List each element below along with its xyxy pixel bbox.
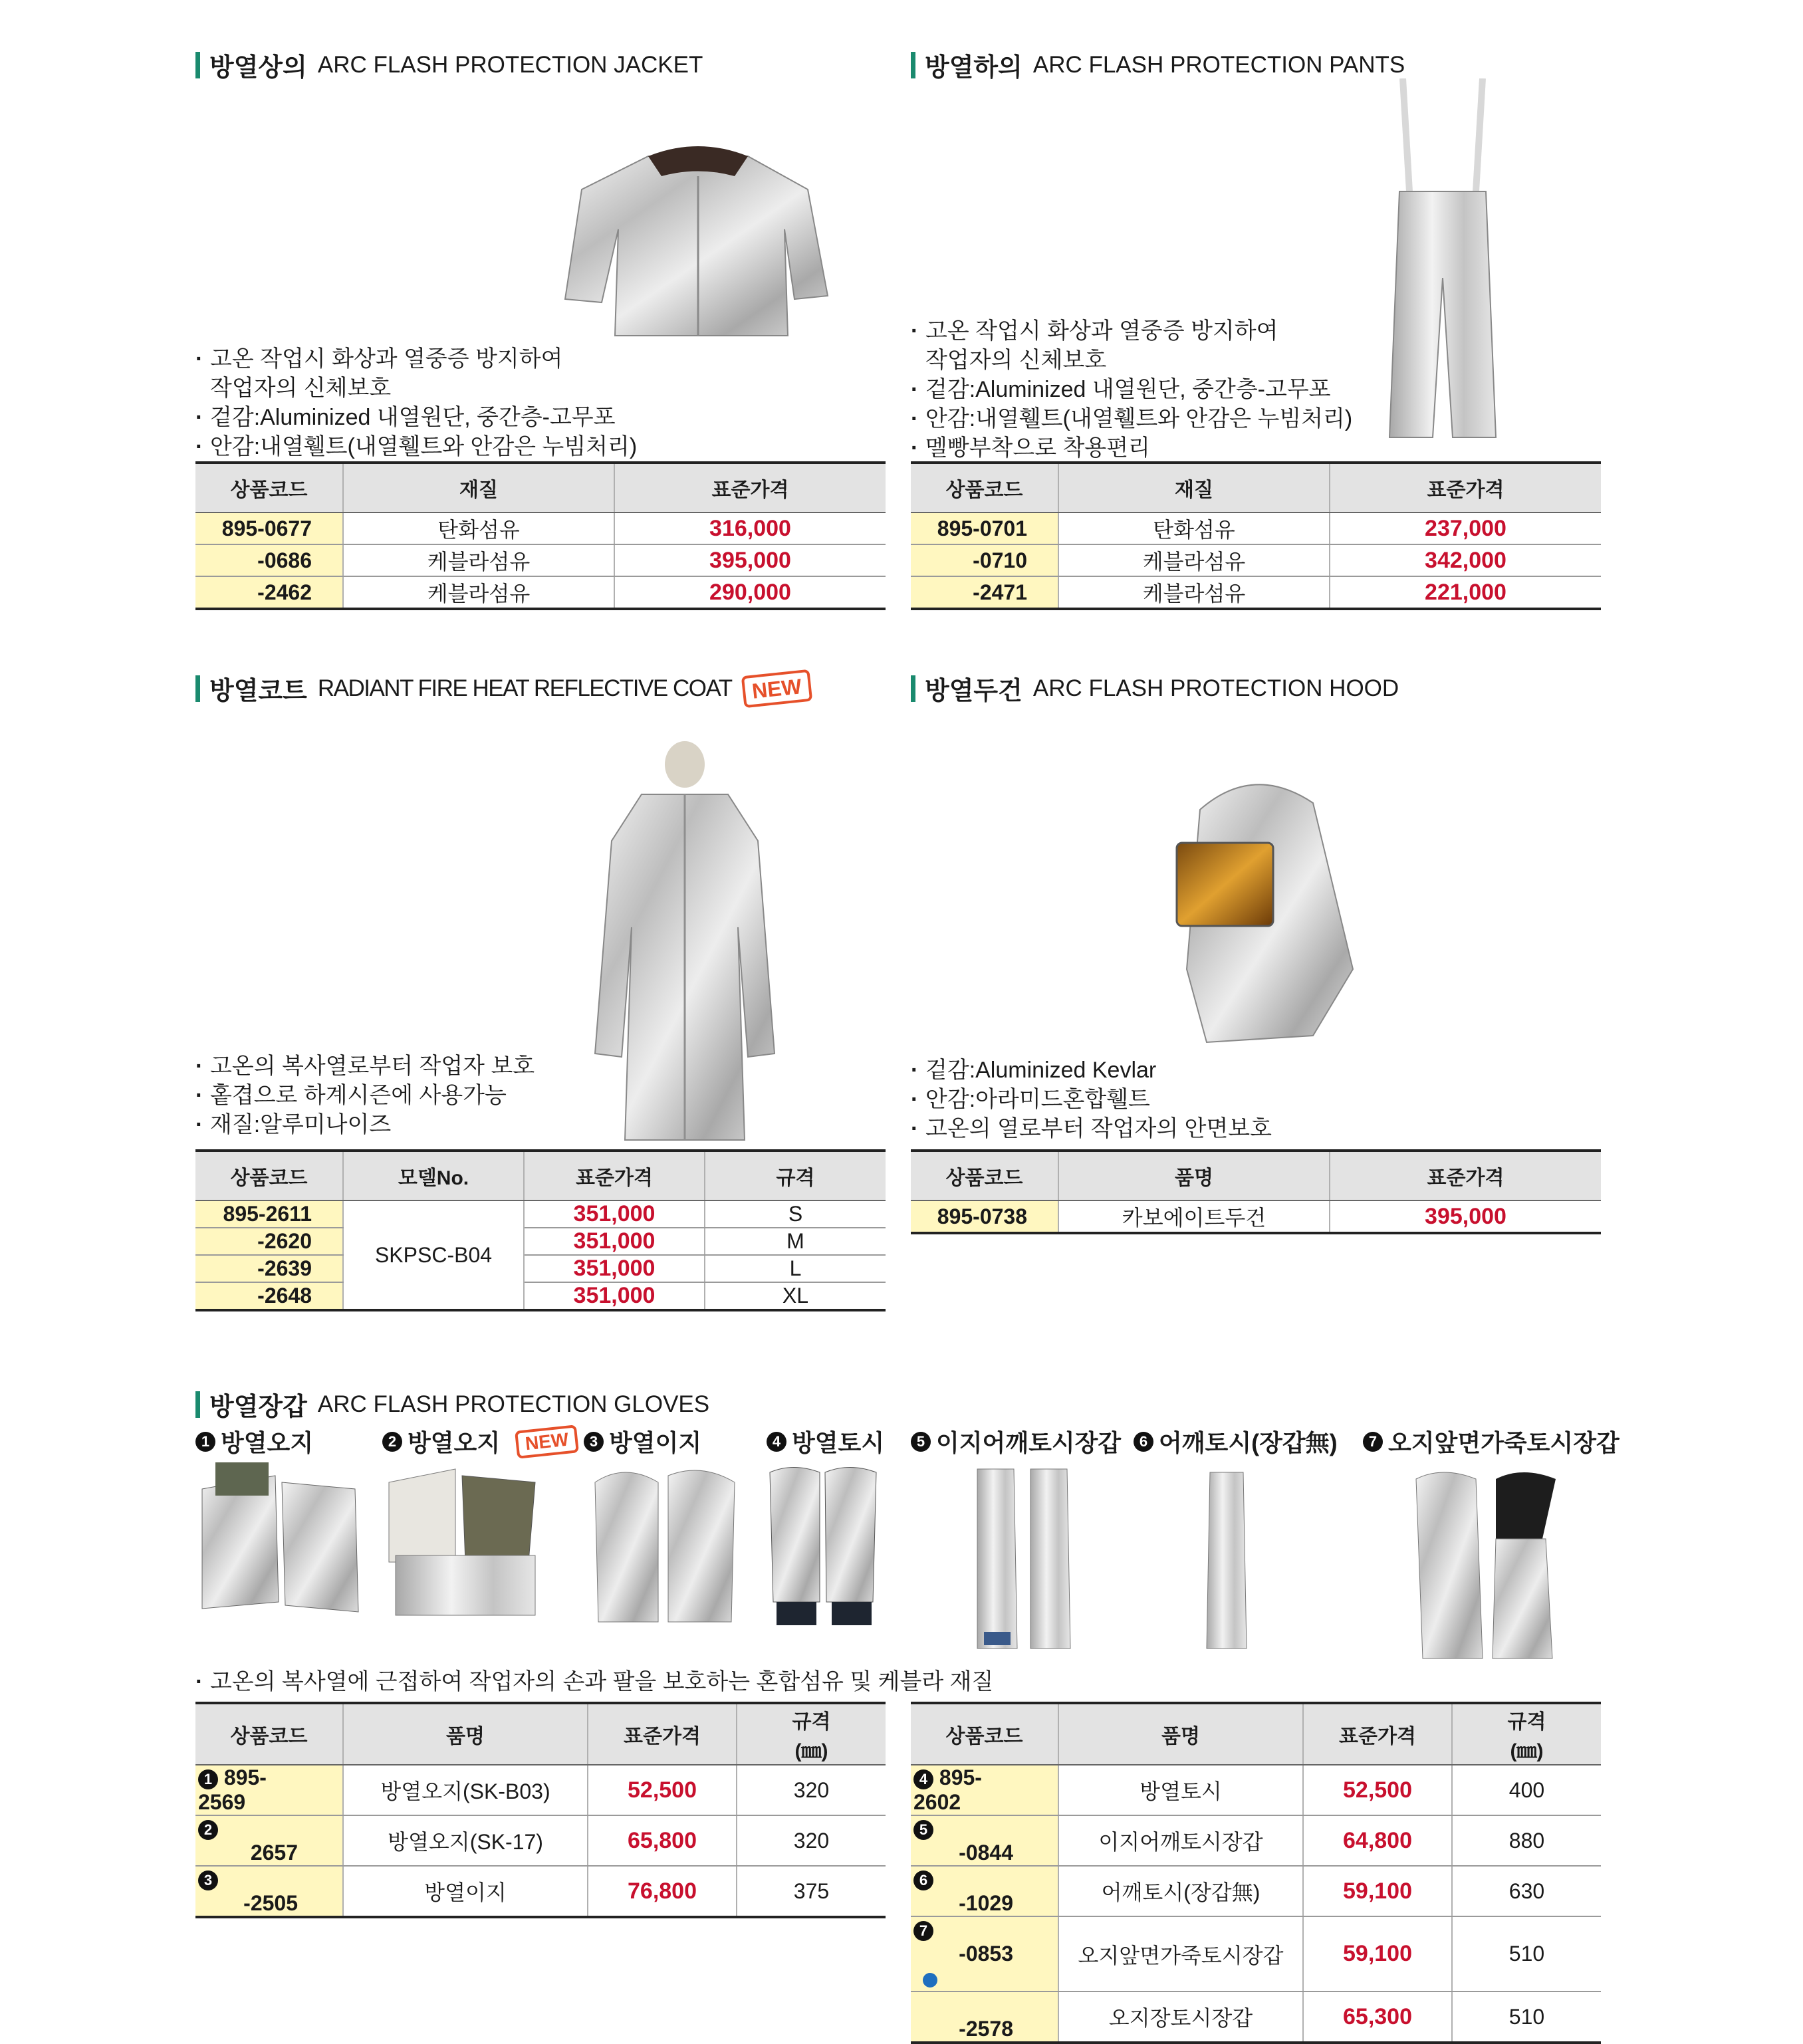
glove-image-7 bbox=[1409, 1466, 1569, 1665]
hood-title-ko: 방열두건 bbox=[925, 677, 1022, 705]
glove-image-6 bbox=[1197, 1469, 1257, 1655]
size: 510 bbox=[1452, 1991, 1601, 2043]
price: 52,500 bbox=[588, 1765, 737, 1815]
hood-image bbox=[1160, 770, 1373, 1049]
jacket-bullet-1: · 고온 작업시 화상과 열중증 방지하여 bbox=[195, 344, 637, 374]
glove-image-3 bbox=[585, 1462, 745, 1629]
product-code: -0686 bbox=[195, 544, 343, 576]
table-row bbox=[911, 576, 1601, 609]
pants-table bbox=[911, 461, 1601, 610]
table-row bbox=[195, 512, 886, 544]
coat-image bbox=[585, 741, 784, 1147]
price: 351,000 bbox=[524, 1255, 705, 1282]
table-row bbox=[911, 1200, 1601, 1233]
gloves-title-ko: 방열장갑 bbox=[209, 1393, 307, 1421]
number-badge: 5 bbox=[911, 1432, 931, 1452]
coat-bullet-2: · 홑겹으로 하계시즌에 사용가능 bbox=[195, 1081, 535, 1110]
table-row bbox=[195, 1282, 886, 1310]
glove-label-text: 어깨토시(장갑無) bbox=[1159, 1429, 1338, 1456]
glove-label-1 bbox=[195, 1424, 313, 1458]
jacket-title-ko: 방열상의 bbox=[209, 54, 307, 82]
price: 237,000 bbox=[1330, 512, 1601, 544]
price: 221,000 bbox=[1330, 576, 1601, 609]
coat-title-en: RADIANT FIRE HEAT REFLECTIVE COAT bbox=[317, 675, 732, 701]
glove-label-3 bbox=[584, 1424, 701, 1458]
table-row bbox=[195, 544, 886, 576]
material: 케블라섬유 bbox=[343, 576, 614, 609]
pants-image bbox=[1376, 78, 1509, 441]
glove-label-text: 방열오지 bbox=[408, 1429, 501, 1456]
col-name: 품명 bbox=[1058, 1703, 1303, 1765]
gloves-bullet-1: · 고온의 복사열에 근접하여 작업자의 손과 팔을 보호하는 혼합섬유 및 케블라 재질 bbox=[195, 1667, 993, 1696]
product-name: 방열오지(SK-17) bbox=[343, 1815, 588, 1866]
pants-bullet-1-cont: 작업자의 신체보호 bbox=[925, 348, 1107, 373]
col-code: 상품코드 bbox=[911, 1703, 1058, 1765]
table-row bbox=[911, 1765, 1601, 1815]
number-badge: 2 bbox=[382, 1432, 402, 1452]
product-code: 4 895-2602 bbox=[911, 1765, 1058, 1815]
col-material: 재질 bbox=[343, 463, 614, 512]
size: 320 bbox=[737, 1815, 886, 1866]
table-row bbox=[911, 1815, 1601, 1866]
pants-title-en: ARC FLASH PROTECTION PANTS bbox=[1032, 51, 1405, 78]
coat-table bbox=[195, 1149, 886, 1311]
gloves-table-right bbox=[911, 1702, 1601, 2044]
jacket-bullets bbox=[195, 344, 637, 461]
product-name: 오지앞면가죽토시장갑 bbox=[1058, 1916, 1303, 1991]
size: M bbox=[705, 1228, 886, 1255]
product-code: 895-2611 bbox=[195, 1200, 343, 1228]
material: 케블라섬유 bbox=[1058, 544, 1330, 576]
size: 375 bbox=[737, 1866, 886, 1917]
col-size: 규격 (㎜) bbox=[737, 1703, 886, 1765]
hood-bullet-3: · 고온의 열로부터 작업자의 안면보호 bbox=[911, 1114, 1272, 1143]
table-row bbox=[911, 512, 1601, 544]
hood-title-en: ARC FLASH PROTECTION HOOD bbox=[1032, 675, 1399, 701]
col-code: 상품코드 bbox=[195, 1151, 343, 1200]
size: L bbox=[705, 1255, 886, 1282]
pants-title bbox=[911, 47, 1405, 83]
coat-bullets bbox=[195, 1052, 535, 1139]
col-price: 표준가격 bbox=[1330, 1151, 1601, 1200]
col-code: 상품코드 bbox=[195, 1703, 343, 1765]
glove-label-text: 방열토시 bbox=[792, 1429, 885, 1456]
product-code: 6 -1029 bbox=[911, 1866, 1058, 1916]
col-model: 모델No. bbox=[343, 1151, 524, 1200]
glove-label-text: 이지어깨토시장갑 bbox=[936, 1429, 1122, 1456]
table-row bbox=[195, 1255, 886, 1282]
size: 630 bbox=[1452, 1866, 1601, 1916]
number-badge: 4 bbox=[767, 1432, 786, 1452]
pants-bullet-1: · 고온 작업시 화상과 열중증 방지하여 bbox=[911, 316, 1352, 346]
price: 351,000 bbox=[524, 1228, 705, 1255]
col-material: 재질 bbox=[1058, 463, 1330, 512]
table-row bbox=[195, 1765, 886, 1815]
price: 290,000 bbox=[614, 576, 886, 609]
product-code: -0710 bbox=[911, 544, 1058, 576]
product-name: 어깨토시(장갑無) bbox=[1058, 1866, 1303, 1916]
price: 59,100 bbox=[1303, 1916, 1452, 1991]
col-name: 품명 bbox=[1058, 1151, 1330, 1200]
glove-label-2 bbox=[382, 1424, 578, 1458]
gloves-table-left bbox=[195, 1702, 886, 1918]
product-name: 방열토시 bbox=[1058, 1765, 1303, 1815]
glove-label-text: 방열이지 bbox=[609, 1429, 702, 1456]
hood-bullets bbox=[911, 1056, 1272, 1143]
price: 65,800 bbox=[588, 1815, 737, 1866]
coat-bullet-1: · 고온의 복사열로부터 작업자 보호 bbox=[195, 1052, 535, 1081]
product-code: -2648 bbox=[195, 1282, 343, 1310]
price: 64,800 bbox=[1303, 1815, 1452, 1866]
jacket-table bbox=[195, 461, 886, 610]
pants-bullet-2: · 겉감:Aluminized 내열원단, 중간층-고무포 bbox=[911, 375, 1352, 404]
pants-bullet-4: · 멜빵부착으로 착용편리 bbox=[911, 433, 1352, 463]
table-row bbox=[195, 1200, 886, 1228]
number-badge: 7 bbox=[1363, 1432, 1383, 1452]
jacket-bullet-3: · 안감:내열휄트(내열휄트와 안감은 누빔처리) bbox=[195, 432, 637, 461]
product-code: 1 895-2569 bbox=[195, 1765, 343, 1815]
number-badge: 3 bbox=[584, 1432, 604, 1452]
jacket-title bbox=[195, 47, 703, 83]
price: 59,100 bbox=[1303, 1866, 1452, 1916]
hood-title bbox=[911, 670, 1399, 707]
jacket-title-en: ARC FLASH PROTECTION JACKET bbox=[317, 51, 703, 78]
glove-label-4 bbox=[767, 1424, 884, 1458]
number-badge: 1 bbox=[195, 1432, 215, 1452]
glove-image-2 bbox=[382, 1462, 542, 1622]
table-row bbox=[911, 1916, 1601, 1991]
jacket-bullet-1-cont: 작업자의 신체보호 bbox=[210, 376, 392, 401]
product-code: 2 2657 bbox=[195, 1815, 343, 1866]
product-code: 7 -0853 bbox=[911, 1916, 1058, 1991]
pants-bullet-3: · 안감:내열휄트(내열휄트와 안감은 누빔처리) bbox=[911, 404, 1352, 433]
col-price: 표준가격 bbox=[1303, 1703, 1452, 1765]
size: 880 bbox=[1452, 1815, 1601, 1866]
material: 케블라섬유 bbox=[1058, 576, 1330, 609]
product-code: -2471 bbox=[911, 576, 1058, 609]
product-name: 오지장토시장갑 bbox=[1058, 1991, 1303, 2043]
price: 76,800 bbox=[588, 1866, 737, 1917]
size: S bbox=[705, 1200, 886, 1228]
jacket-bullet-2: · 겉감:Aluminized 내열원단, 중간층-고무포 bbox=[195, 403, 637, 432]
jacket-image bbox=[555, 130, 834, 342]
product-name: 카보에이트두건 bbox=[1058, 1200, 1330, 1233]
col-name: 품명 bbox=[343, 1703, 588, 1765]
glove-image-1 bbox=[195, 1462, 362, 1615]
gloves-bullets bbox=[195, 1667, 993, 1696]
price: 52,500 bbox=[1303, 1765, 1452, 1815]
glove-image-5 bbox=[964, 1462, 1084, 1655]
material: 케블라섬유 bbox=[343, 544, 614, 576]
blue-dot-icon bbox=[923, 1973, 937, 1987]
glove-label-text: 방열오지 bbox=[221, 1429, 314, 1456]
title-accent-bar bbox=[195, 52, 200, 78]
gloves-title bbox=[195, 1386, 709, 1422]
col-code: 상품코드 bbox=[911, 463, 1058, 512]
title-accent-bar bbox=[195, 675, 200, 702]
material: 탄화섬유 bbox=[1058, 512, 1330, 544]
gloves-title-en: ARC FLASH PROTECTION GLOVES bbox=[317, 1391, 710, 1417]
table-row bbox=[911, 1866, 1601, 1916]
hood-bullet-2: · 안감:아라미드혼합휄트 bbox=[911, 1085, 1272, 1114]
col-code: 상품코드 bbox=[195, 463, 343, 512]
product-name: 방열이지 bbox=[343, 1866, 588, 1917]
material: 탄화섬유 bbox=[343, 512, 614, 544]
pants-bullets bbox=[911, 316, 1352, 463]
price: 65,300 bbox=[1303, 1991, 1452, 2043]
coat-title-ko: 방열코트 bbox=[209, 677, 307, 705]
product-name: 방열오지(SK-B03) bbox=[343, 1765, 588, 1815]
price: 351,000 bbox=[524, 1282, 705, 1310]
table-row bbox=[195, 576, 886, 609]
table-row bbox=[195, 1228, 886, 1255]
price: 395,000 bbox=[614, 544, 886, 576]
product-name: 이지어깨토시장갑 bbox=[1058, 1815, 1303, 1866]
price: 351,000 bbox=[524, 1200, 705, 1228]
title-accent-bar bbox=[195, 1391, 200, 1418]
price: 395,000 bbox=[1330, 1200, 1601, 1233]
glove-label-text: 오지앞면가죽토시장갑 bbox=[1388, 1429, 1620, 1456]
glove-image-4 bbox=[767, 1462, 880, 1629]
product-code: -2620 bbox=[195, 1228, 343, 1255]
table-row bbox=[911, 1991, 1601, 2043]
col-size: 규격 (㎜) bbox=[1452, 1703, 1601, 1765]
size: XL bbox=[705, 1282, 886, 1310]
table-row bbox=[911, 544, 1601, 576]
col-price: 표준가격 bbox=[524, 1151, 705, 1200]
hood-bullet-1: · 겉감:Aluminized Kevlar bbox=[911, 1056, 1272, 1085]
title-accent-bar bbox=[911, 52, 915, 78]
product-code: 895-0677 bbox=[195, 512, 343, 544]
table-row bbox=[195, 1866, 886, 1917]
price: 316,000 bbox=[614, 512, 886, 544]
size: 510 bbox=[1452, 1916, 1601, 1991]
product-code: -2578 bbox=[911, 1991, 1058, 2043]
new-badge: NEW bbox=[741, 669, 812, 707]
price: 342,000 bbox=[1330, 544, 1601, 576]
table-row bbox=[195, 1815, 886, 1866]
col-price: 표준가격 bbox=[1330, 463, 1601, 512]
coat-bullet-3: · 재질:알루미나이즈 bbox=[195, 1110, 535, 1139]
size: 320 bbox=[737, 1765, 886, 1815]
product-code: 895-0701 bbox=[911, 512, 1058, 544]
col-size: 규격 bbox=[705, 1151, 886, 1200]
title-accent-bar bbox=[911, 675, 915, 702]
glove-label-7 bbox=[1363, 1424, 1620, 1458]
product-code: 3 -2505 bbox=[195, 1866, 343, 1917]
coat-title bbox=[195, 670, 810, 707]
product-code: 895-0738 bbox=[911, 1200, 1058, 1233]
pants-title-ko: 방열하의 bbox=[925, 54, 1022, 82]
model-no: SKPSC-B04 bbox=[343, 1200, 524, 1310]
product-code: -2639 bbox=[195, 1255, 343, 1282]
col-code: 상품코드 bbox=[911, 1151, 1058, 1200]
col-price: 표준가격 bbox=[588, 1703, 737, 1765]
new-badge: NEW bbox=[515, 1424, 579, 1459]
hood-table bbox=[911, 1149, 1601, 1234]
product-code: 5 -0844 bbox=[911, 1815, 1058, 1866]
size: 400 bbox=[1452, 1765, 1601, 1815]
product-code: -2462 bbox=[195, 576, 343, 609]
glove-label-5 bbox=[911, 1424, 1121, 1458]
glove-label-6 bbox=[1134, 1424, 1338, 1458]
col-price: 표준가격 bbox=[614, 463, 886, 512]
number-badge: 6 bbox=[1134, 1432, 1153, 1452]
